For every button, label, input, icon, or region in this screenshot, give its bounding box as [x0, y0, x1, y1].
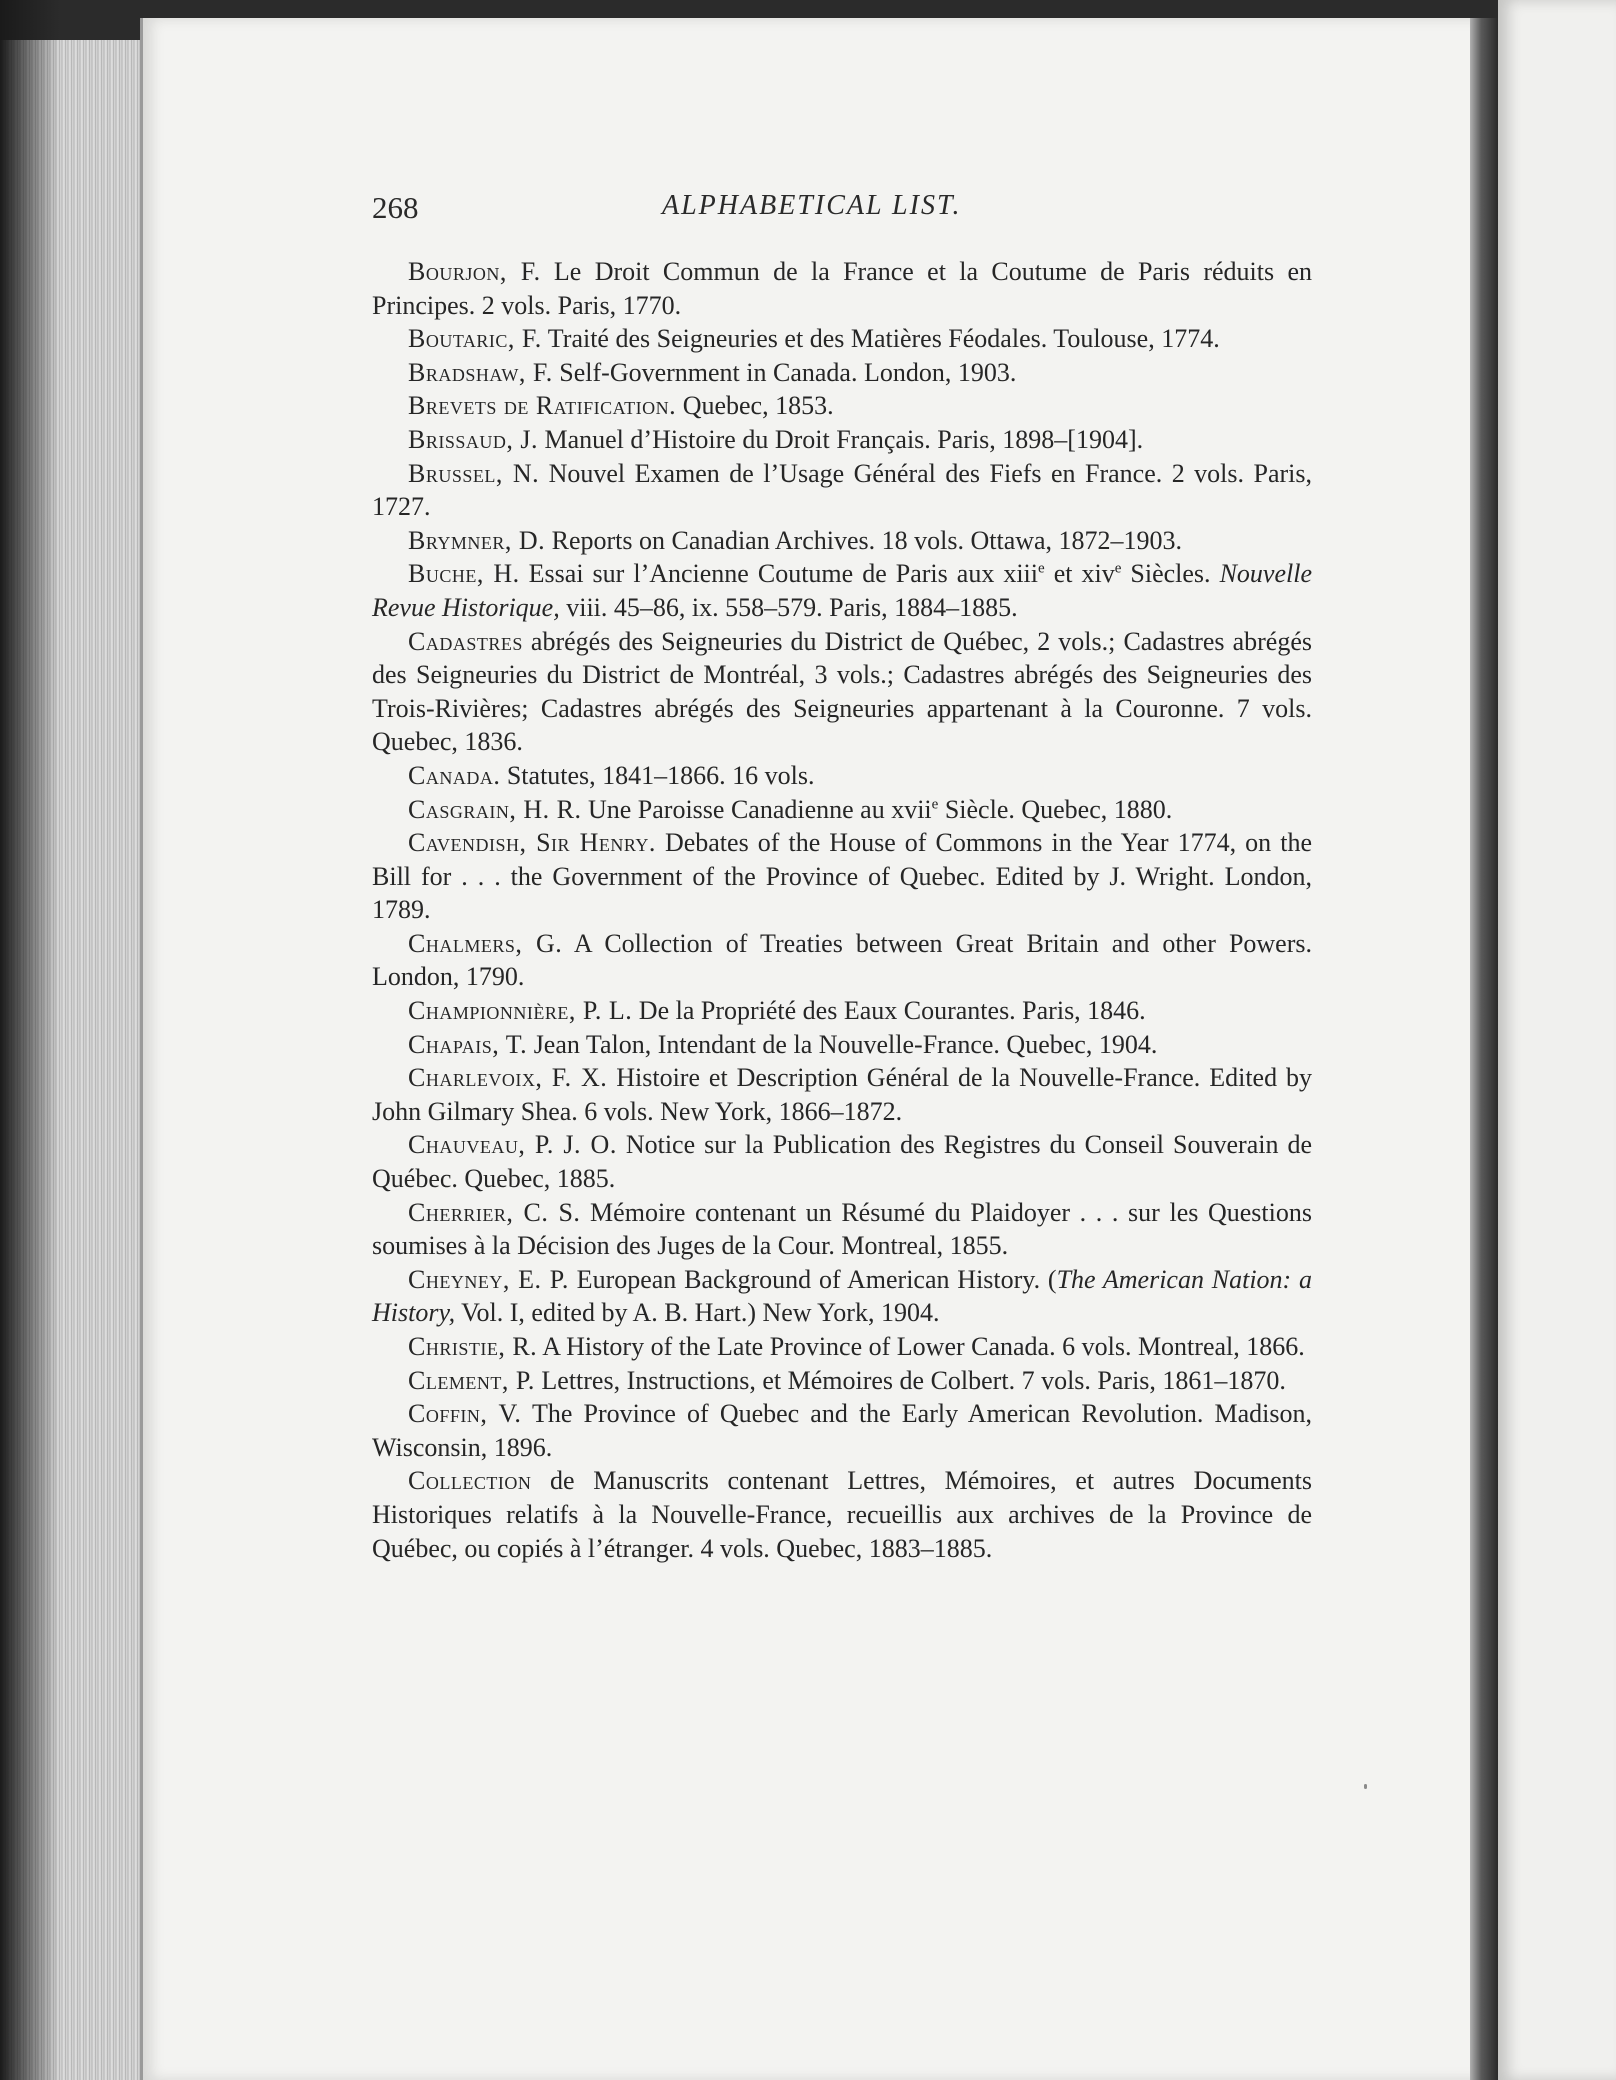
bibliography-entry	[372, 759, 1312, 793]
entry-text: A History of the Late Province of Lower Canada. 6 vols. Montreal, 1866.	[537, 1332, 1305, 1361]
entry-text: viii. 45–86, ix. 558–579. Paris, 1884–1885.	[559, 592, 1018, 622]
entry-author: Brissaud, J.	[408, 424, 538, 454]
entry-text: De la Propriété des Eaux Courantes. Paris, 1846.	[632, 996, 1146, 1026]
entry-text: Vol. I, edited by A. B. Hart.) New York, 1904.	[455, 1298, 940, 1328]
bibliography-entry	[372, 356, 1312, 390]
book-gutter	[1470, 18, 1498, 2080]
entry-author: Canada.	[408, 760, 501, 790]
facing-page-edge	[1498, 0, 1616, 2080]
superscript: e	[1114, 560, 1122, 577]
entry-text: Self-Government in Canada. London, 1903.	[552, 357, 1017, 387]
entry-author: Championnière, P. L.	[408, 996, 633, 1026]
entry-text: Le Droit Commun de la France et la Coutume de Paris réduits en Principes. 2 vols. Paris, 1770.	[372, 257, 1312, 320]
entry-text: European Background of American History. (	[568, 1264, 1057, 1294]
entry-author: Clement, P.	[408, 1365, 535, 1395]
edge-shadow	[0, 0, 60, 2080]
bibliography-entry	[372, 1364, 1312, 1398]
scan-speck	[1364, 1784, 1367, 1789]
bibliography-entry	[372, 423, 1312, 457]
bibliography-entry	[372, 1061, 1312, 1128]
entry-text: Reports on Canadian Archives. 18 vols. Ottawa, 1872–1903.	[545, 525, 1183, 555]
bibliography-entry	[372, 1263, 1312, 1330]
entry-text: Manuel d’Histoire du Droit Français. Paris, 1898–[1904].	[537, 424, 1144, 454]
bibliography-entry	[372, 1128, 1312, 1195]
entry-text: Nouvel Examen de l’Usage Général des Fiefs en France. 2 vols. Paris, 1727.	[372, 458, 1313, 522]
bibliography-entry	[372, 457, 1312, 524]
entry-text: Lettres, Instructions, et Mémoires de Colbert. 7 vols. Paris, 1861–1870.	[534, 1365, 1286, 1395]
bibliography-entry	[372, 927, 1312, 994]
entry-text: The Province of Quebec and the Early American Revolution. Madison, Wisconsin, 1896.	[372, 1399, 1312, 1462]
entry-author: Bourjon, F.	[408, 257, 541, 286]
bibliography-entry	[372, 322, 1312, 356]
entry-author: Cheyney, E. P.	[408, 1264, 569, 1294]
entry-author: Cherrier, C. S.	[408, 1197, 581, 1227]
entry-text: Une Paroisse Canadienne au xvii	[581, 794, 932, 824]
bibliography-entry	[372, 557, 1312, 624]
entry-author: Boutaric, F.	[408, 324, 542, 354]
entry-author: Cavendish, Sir Henry.	[408, 828, 656, 858]
entry-text: Siècle. Quebec, 1880.	[938, 794, 1173, 824]
entry-author: Brussel, N.	[408, 458, 540, 488]
bibliography-entry	[372, 255, 1312, 322]
entry-text: Quebec, 1853.	[676, 391, 834, 421]
entry-text: Mémoire contenant un Résumé du Plaidoyer . . . sur les Questions soumises à la Décision des Juges de la Cour. Montreal, 1855.	[372, 1197, 1312, 1261]
bibliography-entry	[372, 1330, 1312, 1364]
bibliography-entry	[372, 1397, 1312, 1464]
bibliography-entry	[372, 994, 1312, 1028]
bibliography-entry	[372, 524, 1312, 558]
superscript: e	[931, 795, 939, 812]
entry-text: A Collection of Treaties between Great Britain and other Powers. London, 1790.	[372, 928, 1312, 992]
entry-author: Buche, H.	[408, 559, 520, 589]
superscript: e	[1038, 560, 1045, 577]
entry-author: Cadastres	[408, 626, 523, 656]
page-header	[372, 190, 1312, 236]
entry-author: Brevets de Ratification.	[408, 391, 677, 421]
entry-text: Statutes, 1841–1866. 16 vols.	[500, 760, 815, 790]
entry-text: abrégés des Seigneuries du District de Québec, 2 vols.; Cadastres abrégés des Seigneuries du District de Montréal, 3 vols.; Cadastres abrégés des Seigneuries des Trois-Rivières; Cadastres abrégés des Seigneuries appartenant à la Couronne. 7 vols. Quebec, 1836.	[372, 626, 1312, 757]
entry-text: Traité des Seigneuries et des Matières Féodales. Toulouse, 1774.	[541, 324, 1220, 354]
entry-author: Coffin, V.	[408, 1399, 522, 1429]
bibliography-entry	[372, 1028, 1312, 1062]
entry-text: Essai sur l’Ancienne Coutume de Paris aux xiii	[519, 559, 1039, 589]
entry-text: Siècles.	[1121, 559, 1220, 589]
bibliography-entry	[372, 1464, 1312, 1565]
bibliography-entry	[372, 826, 1312, 927]
bibliography-entry	[372, 793, 1312, 827]
entry-author: Chapais, T.	[408, 1029, 528, 1059]
entry-text: Jean Talon, Intendant de la Nouvelle-France. Quebec, 1904.	[527, 1029, 1158, 1059]
entry-text: Debates of the House of Commons in the Year 1774, on the Bill for . . . the Government of the Province of Quebec. Edited by J. Wright. London, 1789.	[372, 828, 1312, 925]
entry-author: Bradshaw, F.	[408, 357, 553, 387]
entry-author: Chalmers, G.	[408, 928, 563, 958]
entry-author: Charlevoix, F. X.	[408, 1063, 608, 1093]
bibliography-entry	[372, 389, 1312, 423]
page-number: 268	[372, 190, 419, 225]
bibliography-entry	[372, 625, 1312, 759]
entry-author: Chauveau, P. J. O.	[408, 1130, 617, 1160]
entry-author: Christie, R.	[408, 1332, 538, 1361]
entry-text: Notice sur la Publication des Registres du Conseil Souverain de Québec. Quebec, 1885.	[372, 1130, 1312, 1194]
entry-author: Brymner, D.	[408, 525, 546, 555]
entry-text: Histoire et Description Général de la Nouvelle-France. Edited by John Gilmary Shea. 6 vols. New York, 1866–1872.	[372, 1063, 1313, 1126]
entry-text: et xiv	[1044, 559, 1115, 589]
entry-author: Collection	[408, 1466, 532, 1496]
bibliography-list	[372, 255, 1312, 1565]
entry-italic-title: Nouvelle Revue Historique,	[372, 559, 1312, 622]
running-title: ALPHABETICAL LIST.	[662, 190, 962, 221]
bibliography-entry	[372, 1196, 1312, 1263]
entry-italic-title: The American Nation: a History,	[372, 1264, 1313, 1328]
entry-author: Casgrain, H. R.	[408, 794, 582, 824]
entry-text: de Manuscrits contenant Lettres, Mémoires, et autres Documents Historiques relatifs à la Nouvelle-France, recueillis aux archives de la Province de Québec, ou copiés à l’étranger. 4 vols. Quebec, 1883–1885.	[372, 1466, 1312, 1563]
